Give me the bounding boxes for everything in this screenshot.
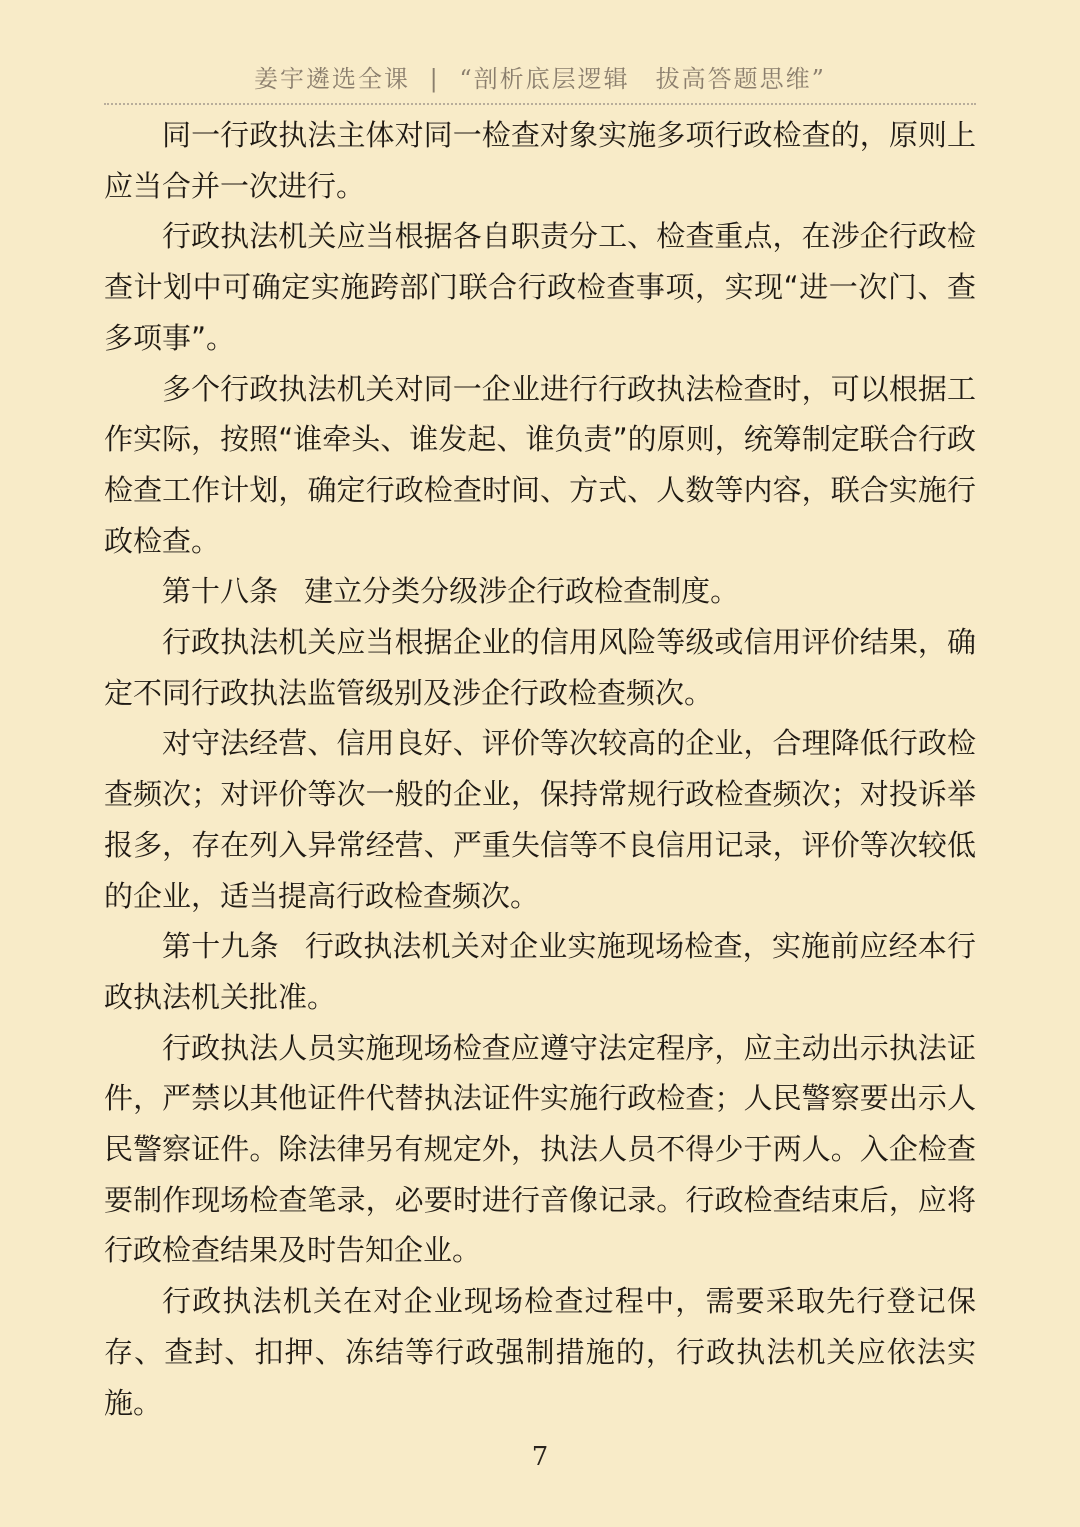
article-heading-18 bbox=[104, 566, 976, 617]
paragraph-text: 多个行政执法机关对同一企业进行行政执法检查时，可以根据工作实际，按照“谁牵头、谁发起、谁负责”的原则，统筹制定联合行政检查工作计划，确定行政检查时间、方式、人数等内容，联合实施行政检查。 bbox=[104, 371, 976, 558]
page-header bbox=[104, 58, 976, 100]
header-separator: | bbox=[429, 65, 440, 93]
paragraph-text: 行政执法机关应当根据各自职责分工、检查重点，在涉企行政检查计划中可确定实施跨部门联合行政检查事项，实现“进一次门、查多项事”。 bbox=[104, 219, 976, 355]
document-body bbox=[104, 110, 976, 1428]
article-text: 行政执法机关对企业实施现场检查，实施前应经本行政执法机关批准。 bbox=[104, 929, 976, 1014]
header-divider bbox=[104, 103, 976, 105]
paragraph-text: 同一行政执法主体对同一检查对象实施多项行政检查的，原则上应当合并一次进行。 bbox=[104, 118, 976, 203]
paragraph-text: 对守法经营、信用良好、评价等次较高的企业，合理降低行政检查频次；对评价等次一般的企业，保持常规行政检查频次；对投诉举报多，存在列入异常经营、严重失信等不良信用记录，评价等次较低的企业，适当提高行政检查频次。 bbox=[104, 726, 976, 913]
paragraph-text: 行政执法机关在对企业现场检查过程中，需要采取先行登记保存、查封、扣押、冻结等行政强制措施的，行政执法机关应依法实施。 bbox=[104, 1284, 976, 1420]
paragraph bbox=[104, 364, 976, 567]
article-title: 建立分类分级涉企行政检查制度。 bbox=[304, 574, 740, 609]
paragraph bbox=[104, 211, 976, 363]
paragraph bbox=[104, 1023, 976, 1277]
article-heading-19 bbox=[104, 921, 976, 1022]
paragraph bbox=[104, 617, 976, 718]
article-number: 第十八条 bbox=[162, 574, 279, 609]
paragraph bbox=[104, 718, 976, 921]
header-slogan: “剖析底层逻辑 拔高答题思维” bbox=[459, 65, 826, 93]
header-course-name: 姜宇遴选全课 bbox=[254, 65, 411, 93]
paragraph-text: 行政执法机关应当根据企业的信用风险等级或信用评价结果，确定不同行政执法监管级别及涉企行政检查频次。 bbox=[104, 625, 976, 710]
paragraph bbox=[104, 1276, 976, 1428]
page-number: 7 bbox=[531, 1442, 549, 1472]
paragraph bbox=[104, 110, 976, 211]
paragraph-text: 行政执法人员实施现场检查应遵守法定程序，应主动出示执法证件，严禁以其他证件代替执法证件实施行政检查；人民警察要出示人民警察证件。除法律另有规定外，执法人员不得少于两人。入企检查要制作现场检查笔录，必要时进行音像记录。行政检查结束后，应将行政检查结果及时告知企业。 bbox=[104, 1030, 976, 1268]
article-number: 第十九条 bbox=[162, 929, 279, 964]
